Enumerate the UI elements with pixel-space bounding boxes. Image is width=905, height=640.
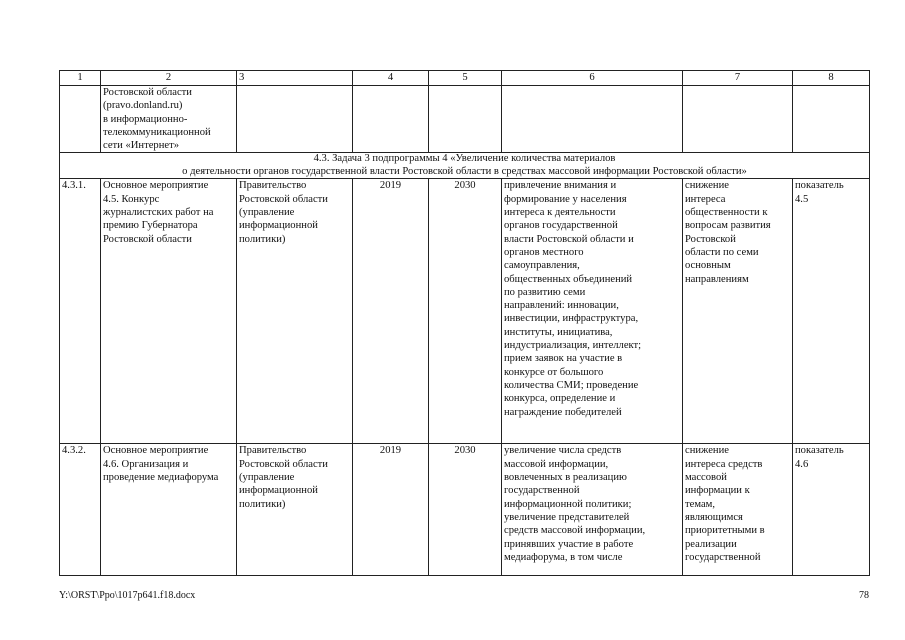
column-number: 5: [429, 71, 502, 86]
cell-empty: [60, 86, 101, 153]
section-heading-line2: о деятельности органов государственной власти Ростовской области в средствах массовой информации Ростовской области»: [182, 165, 747, 177]
row-number: 4.3.2.: [60, 444, 101, 576]
non-implementation-consequence: снижение интереса общественности к вопросам развития Ростовской области по семи основным направлениям: [683, 179, 793, 444]
activity-name: Основное мероприятие 4.6. Организация и проведение медиафорума: [101, 444, 237, 576]
column-number: 6: [502, 71, 683, 86]
footer-file-path: Y:\ORST\Ppo\1017p641.f18.docx: [59, 590, 196, 601]
indicator-link: показатель 4.6: [793, 444, 870, 576]
continuation-row: [60, 86, 870, 153]
column-number: 8: [793, 71, 870, 86]
expected-result: увеличение числа средств массовой информации, вовлеченных в реализацию государственной информационной политики; увеличение представителей средств массовой информации, принявших участие в работе медиафорума, в том числе: [502, 444, 683, 576]
column-number: 3: [237, 71, 353, 86]
executor: Правительство Ростовской области (управление информационной политики): [237, 444, 353, 576]
cell-empty: [683, 86, 793, 153]
non-implementation-consequence: снижение интереса средств массовой информации к темам, являющимся приоритетными в реализации государственной: [683, 444, 793, 576]
column-number-row: [60, 71, 870, 86]
end-year: 2030: [429, 444, 502, 576]
cell-empty: [429, 86, 502, 153]
column-number: 7: [683, 71, 793, 86]
cell-empty: [353, 86, 429, 153]
activity-name-continuation: Ростовской области (pravo.donland.ru) в информационно- телекоммуникационной сети «Интернет»: [101, 86, 237, 153]
column-number: 2: [101, 71, 237, 86]
end-year: 2030: [429, 179, 502, 444]
page-number: 78: [859, 590, 869, 601]
program-activities-table: [59, 70, 870, 576]
column-number: 4: [353, 71, 429, 86]
section-heading-line1: 4.3. Задача 3 подпрограммы 4 «Увеличение количества материалов: [313, 153, 616, 165]
table-row: [60, 179, 870, 444]
executor: Правительство Ростовской области (управление информационной политики): [237, 179, 353, 444]
section-heading: [60, 153, 870, 179]
section-heading-row: [60, 153, 870, 179]
expected-result: привлечение внимания и формирование у населения интереса к деятельности органов государственной власти Ростовской области и органов местного самоуправления, общественных объединений по развитию семи направлений: инновации, инвестиции, инфраструктура, институты, инициатива, индустриализация, интеллект; прием заявок на участие в конкурсе от большого количества СМИ; проведение конкурса, определение и награждение победителей: [502, 179, 683, 444]
activity-name: Основное мероприятие 4.5. Конкурс журналистских работ на премию Губернатора Ростовской области: [101, 179, 237, 444]
start-year: 2019: [353, 444, 429, 576]
cell-empty: [793, 86, 870, 153]
indicator-link: показатель 4.5: [793, 179, 870, 444]
table-row: [60, 444, 870, 576]
start-year: 2019: [353, 179, 429, 444]
cell-empty: [237, 86, 353, 153]
row-number: 4.3.1.: [60, 179, 101, 444]
column-number: 1: [60, 71, 101, 86]
cell-empty: [502, 86, 683, 153]
